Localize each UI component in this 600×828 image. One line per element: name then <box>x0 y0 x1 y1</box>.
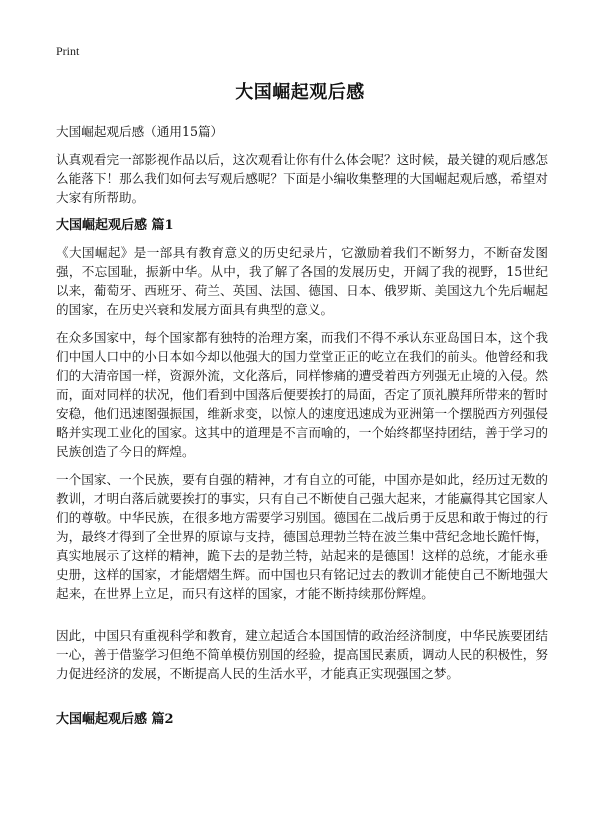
print-link[interactable]: Print <box>56 44 80 58</box>
subtitle-text: 大国崛起观后感（通用15篇） <box>56 124 224 139</box>
intro-text: 认真观看完一部影视作品以后，这次观看让你有什么体会呢？这时候，最关键的观后感怎么能落下！那么我们如何去写观后感呢？下面是小编收集整理的大国崛起观后感，希望对大家有所帮助。 <box>56 152 548 205</box>
section-heading-1: 大国崛起观后感 篇1 <box>56 218 174 233</box>
intro-paragraph <box>56 150 548 207</box>
section-1-paragraph-3 <box>56 470 548 603</box>
paragraph-text: 《大国崛起》是一部具有教育意义的历史纪录片，它激励着我们不断努力，不断奋发图强，不忘国耻，振新中华。从中，我了解了各国的发展历史，开阔了我的视野，15世纪以来，葡萄牙、西班牙、荷兰、英国、法国、德国、日本、俄罗斯、美国这九个先后崛起的国家，在历史兴衰和发展方面具有典型的意义。 <box>56 245 548 317</box>
section-1-paragraph-2 <box>56 328 548 461</box>
paragraph-text: 一个国家、一个民族，要有自强的精神，才有自立的可能，中国亦是如此，经历过无数的教训，才明白落后就要挨打的事实，只有自己不断使自己强大起来，才能赢得其它国家人们的尊敬。中华民族，在很多地方需要学习别国。德国在二战后勇于反思和敢于悔过的行为，最终才得到了全世界的原谅与支持，德国总理勃兰特在波兰集中营纪念地长跪忏悔，真实地展示了这样的精神，跪下去的是勃兰特，站起来的是德国！这样的总统，才能永垂史册，这样的国家，才能熠熠生辉。而中国也只有铭记过去的教训才能使自己不断地强大起来，在世界上立足，而只有这样的国家，才能不断持续那份辉煌。 <box>56 472 548 601</box>
section-1-paragraph-4 <box>56 626 548 683</box>
section-heading-2: 大国崛起观后感 篇2 <box>56 712 174 727</box>
page-title: 大国崛起观后感 <box>235 82 365 103</box>
paragraph-text: 在众多国家中，每个国家都有独特的治理方案，而我们不得不承认东亚岛国日本，这个我们中国人口中的小日本如今却以他强大的国力堂堂正正的屹立在我们的前头。他曾经和我们的大清帝国一样，资源外流，文化落后，同样惨痛的遭受着西方列强无止境的入侵。然而，面对同样的状况，他们看到中国落后便要挨打的局面，否定了顶礼膜拜所带来的暂时安稳，他们迅速图强振国，维新求变，以惊人的速度迅速成为亚洲第一个摆脱西方列强侵略并实现工业化的国家。这其中的道理是不言而喻的，一个始终都坚持团结，善于学习的民族创造了今日的辉煌。 <box>56 330 548 459</box>
paragraph-text: 因此，中国只有重视科学和教育，建立起适合本国国情的政治经济制度，中华民族要团结一心，善于借鉴学习但绝不简单模仿别国的经验，提高国民素质，调动人民的积极性，努力促进经济的发展，不断提高人民的生活水平，才能真正实现强国之梦。 <box>56 628 548 681</box>
document-subtitle <box>56 122 548 141</box>
section-1-paragraph-1 <box>56 243 548 319</box>
